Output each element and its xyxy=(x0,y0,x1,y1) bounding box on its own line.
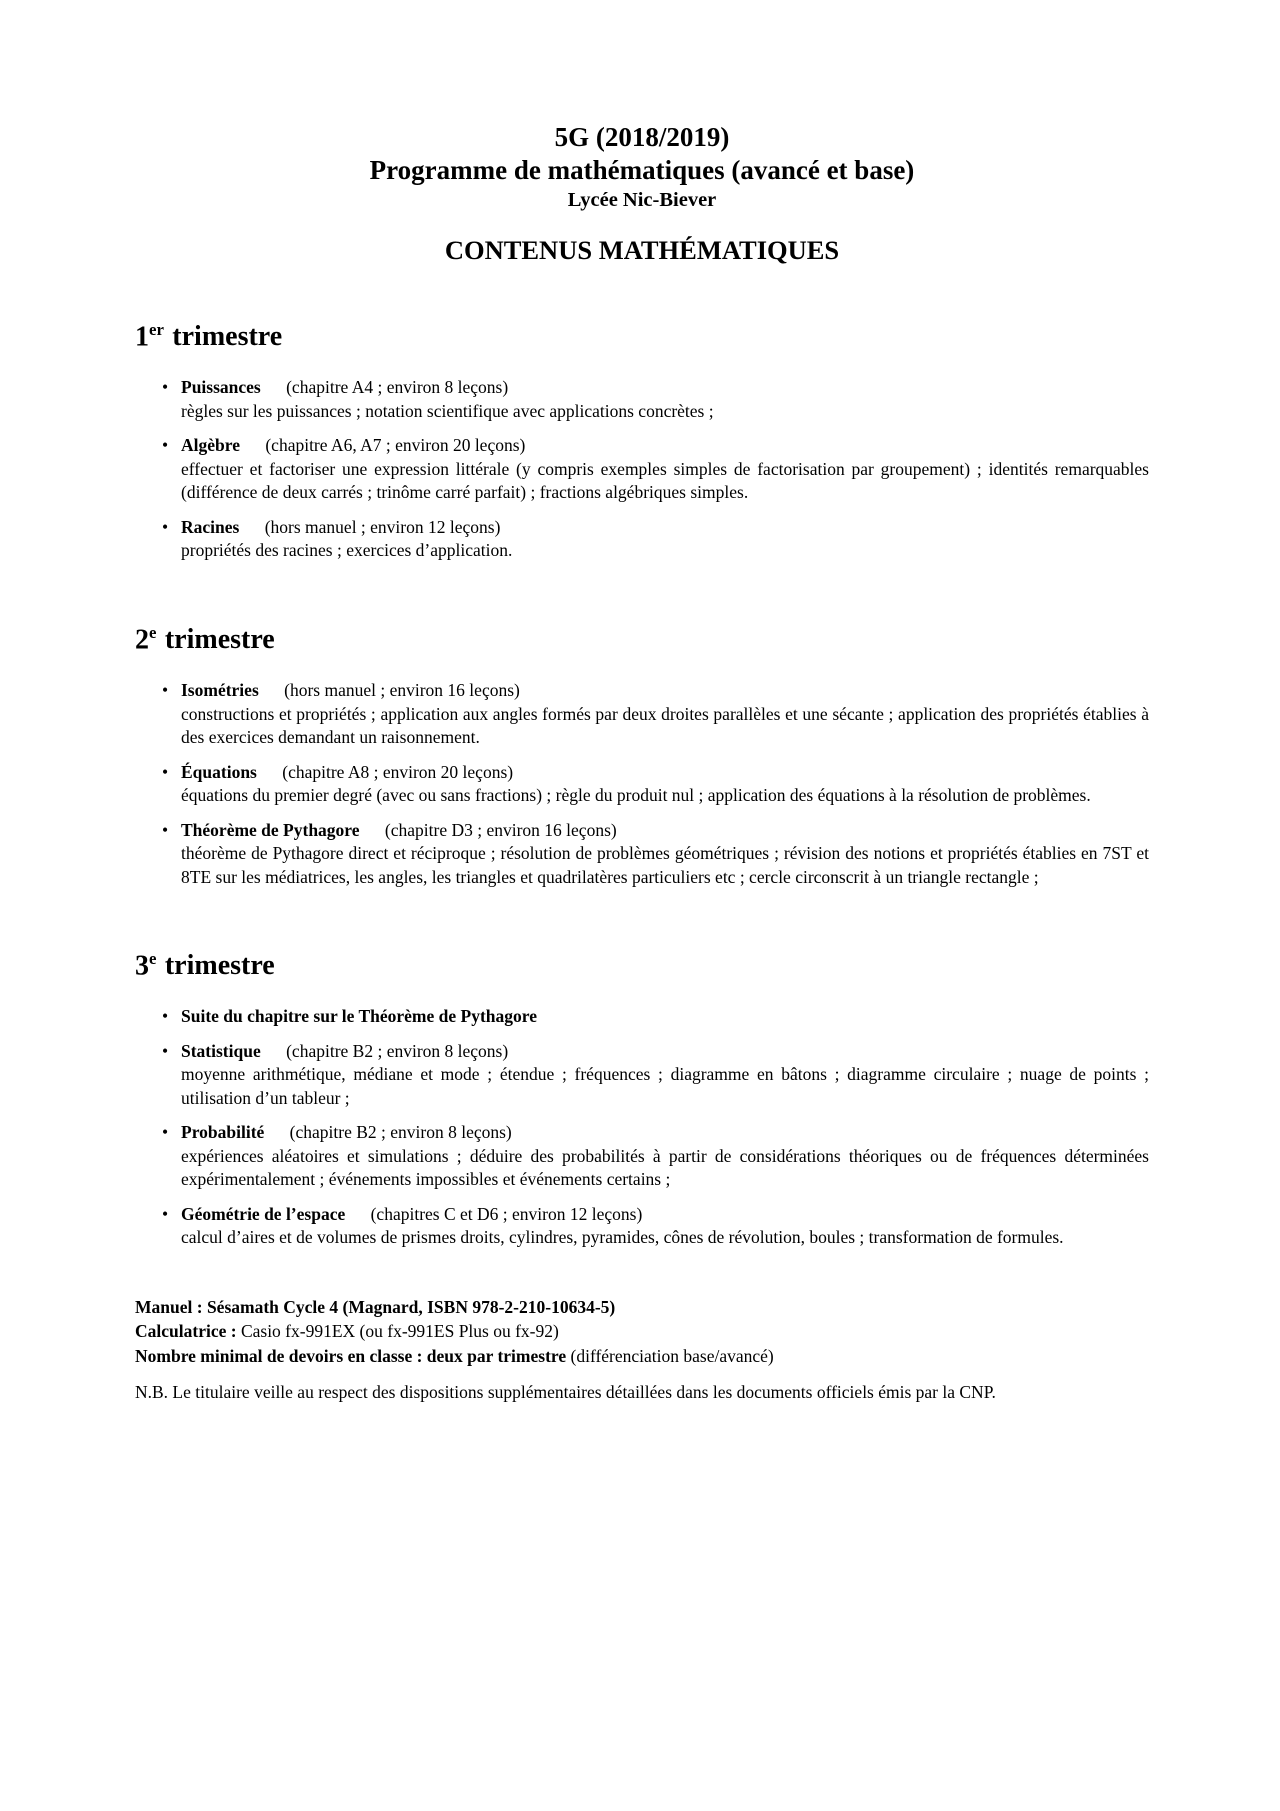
manual-text: Manuel : Sésamath Cycle 4 (Magnard, ISBN 978-2-210-10634-5) xyxy=(135,1296,616,1317)
topic-info: (hors manuel ; environ 16 leçons) xyxy=(284,680,520,701)
topic-head xyxy=(181,1005,1149,1029)
topic-head xyxy=(181,1203,1149,1227)
topic-head xyxy=(181,761,1149,785)
topic-head xyxy=(181,1040,1149,1064)
title-programme: Programme de mathématiques (avancé et base) xyxy=(369,155,915,185)
trimester-2-topics xyxy=(135,679,1149,889)
topic-description: règles sur les puissances ; notation scientifique avec applications concrètes ; xyxy=(181,400,714,421)
topic-label: Puissances xyxy=(181,377,261,398)
topic-info: (chapitre B2 ; environ 8 leçons) xyxy=(289,1122,512,1143)
trimester-3-word: trimestre xyxy=(164,950,275,982)
topic-geometrie-espace xyxy=(181,1203,1149,1250)
trimester-3-heading xyxy=(135,942,1149,983)
topic-info: (chapitre A4 ; environ 8 leçons) xyxy=(286,377,509,398)
topic-info: (chapitre D3 ; environ 16 leçons) xyxy=(384,819,617,840)
topic-label: Statistique xyxy=(181,1040,261,1061)
trimester-1-topics xyxy=(135,376,1149,563)
title-class-year: 5G (2018/2019) xyxy=(554,122,730,152)
trimester-2-number: 2 xyxy=(135,624,149,656)
topic-label: Isométries xyxy=(181,680,259,701)
topic-pythagore xyxy=(181,819,1149,890)
min-tests-line xyxy=(135,1344,1149,1369)
nb-note: N.B. Le titulaire veille au respect des dispositions supplémentaires détaillées dans les documents officiels émis par la CNP. xyxy=(135,1382,996,1403)
topic-equations xyxy=(181,761,1149,808)
trimester-3-ordinal: e xyxy=(149,949,157,969)
topic-head xyxy=(181,819,1149,843)
topic-label: Algèbre xyxy=(181,435,240,456)
trimester-1-word: trimestre xyxy=(172,321,283,353)
topic-suite-pythagore xyxy=(181,1005,1149,1029)
topic-label: Théorème de Pythagore xyxy=(181,819,360,840)
topic-info: (chapitre B2 ; environ 8 leçons) xyxy=(286,1040,509,1061)
trimester-1-section xyxy=(135,313,1149,563)
topic-head xyxy=(181,1121,1149,1145)
topic-probabilite xyxy=(181,1121,1149,1192)
topic-label: Géométrie de l’espace xyxy=(181,1203,346,1224)
topic-racines xyxy=(181,516,1149,563)
trimester-3-section xyxy=(135,942,1149,1250)
topic-isometries xyxy=(181,679,1149,750)
calculator-line xyxy=(135,1319,1149,1344)
trimester-1-heading xyxy=(135,313,1149,354)
min-tests-text: (différenciation base/avancé) xyxy=(570,1345,774,1366)
topic-algebre xyxy=(181,434,1149,505)
document-content xyxy=(135,0,1149,1405)
topic-head xyxy=(181,434,1149,458)
topic-head xyxy=(181,376,1149,400)
trimester-1-ordinal: er xyxy=(149,320,164,339)
topic-head xyxy=(181,516,1149,540)
topic-info: (chapitre A6, A7 ; environ 20 leçons) xyxy=(265,435,526,456)
section-title-contents: CONTENUS MATHÉMATIQUES xyxy=(444,235,840,265)
topic-description: théorème de Pythagore direct et réciproque ; résolution de problèmes géométriques ; révision des notions et propriétés établies en 7ST et 8TE sur les médiatrices, les angles, les triangles et quadrilatères particuliers etc ; cercle circonscrit à un triangle rectangle ; xyxy=(181,843,1149,887)
topic-info: (chapitres C et D6 ; environ 12 leçons) xyxy=(370,1203,643,1224)
topic-label: Suite du chapitre sur le Théorème de Pythagore xyxy=(181,1006,537,1027)
trimester-1-number: 1 xyxy=(135,321,149,353)
calculator-label: Calculatrice : xyxy=(135,1321,237,1342)
topic-info: (hors manuel ; environ 12 leçons) xyxy=(264,516,501,537)
document-footer xyxy=(135,1295,1149,1405)
topic-label: Racines xyxy=(181,516,240,537)
trimester-2-section xyxy=(135,616,1149,889)
topic-description: calcul d’aires et de volumes de prismes droits, cylindres, pyramides, cônes de révolution, boules ; transformation de formules. xyxy=(181,1227,1064,1248)
trimester-2-ordinal: e xyxy=(149,622,157,642)
topic-description: expériences aléatoires et simulations ; déduire des probabilités à partir de considérations théoriques ou de fréquences déterminées expérimentalement ; événements impossibles et événements certains ; xyxy=(181,1145,1149,1190)
topic-statistique xyxy=(181,1040,1149,1111)
topic-description: moyenne arithmétique, médiane et mode ; étendue ; fréquences ; diagramme en bâtons ; diagramme circulaire ; nuage de points ; utilisation d’un tableur ; xyxy=(181,1064,1149,1108)
document-header xyxy=(135,121,1149,266)
min-tests-label: Nombre minimal de devoirs en classe : deux par trimestre xyxy=(135,1345,567,1366)
topic-description: constructions et propriétés ; application aux angles formés par deux droites parallèles et une sécante ; application des propriétés établies à des exercices demandant un raisonnement. xyxy=(181,703,1149,748)
topic-label: Équations xyxy=(181,761,257,782)
trimester-3-topics xyxy=(135,1005,1149,1250)
trimester-2-heading xyxy=(135,616,1149,657)
topic-description: effectuer et factoriser une expression littérale (y compris exemples simples de factorisation par groupement) ; identités remarquables (différence de deux carrés ; trinôme carré parfait) ; fractions algébriques simples. xyxy=(181,458,1149,503)
topic-puissances xyxy=(181,376,1149,423)
title-school: Lycée Nic-Biever xyxy=(567,189,717,211)
topic-head xyxy=(181,679,1149,703)
calculator-text: Casio fx-991EX (ou fx-991ES Plus ou fx-92) xyxy=(240,1321,559,1342)
topic-description: équations du premier degré (avec ou sans fractions) ; règle du produit nul ; application des équations à la résolution de problèmes. xyxy=(181,785,1091,806)
topic-description: propriétés des racines ; exercices d’application. xyxy=(181,540,513,561)
topic-label: Probabilité xyxy=(181,1122,265,1143)
trimester-2-word: trimestre xyxy=(164,624,275,656)
manual-line xyxy=(135,1295,1149,1320)
topic-info: (chapitre A8 ; environ 20 leçons) xyxy=(282,761,514,782)
trimester-3-number: 3 xyxy=(135,950,149,982)
